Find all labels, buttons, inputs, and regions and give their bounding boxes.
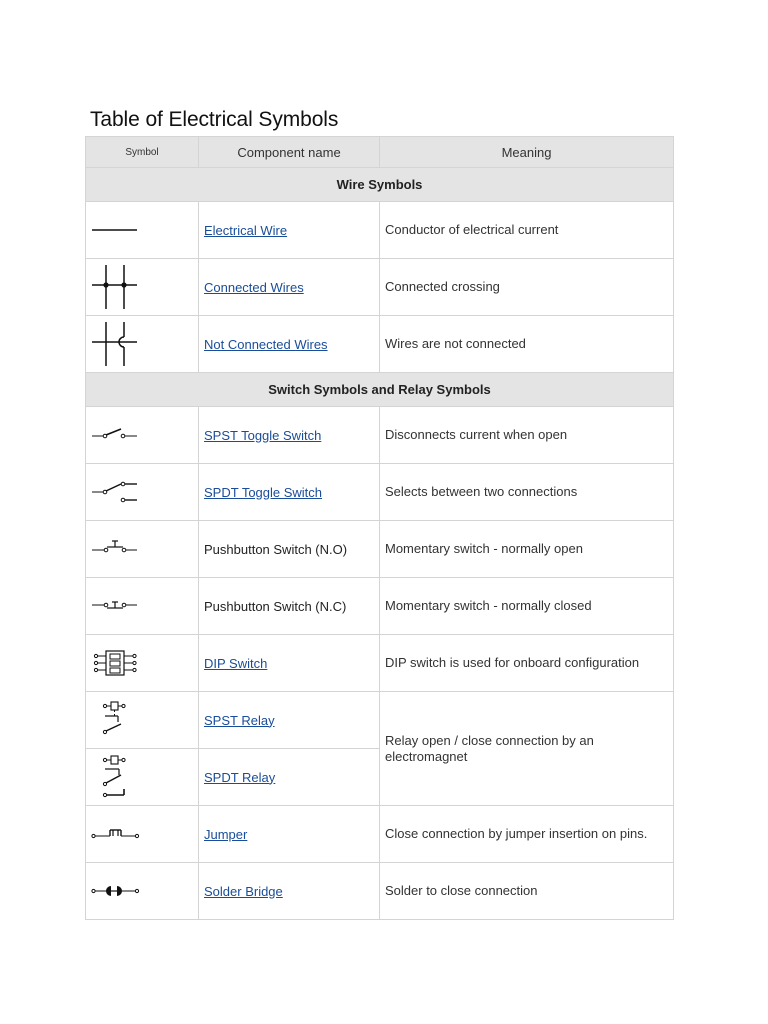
table-row [86,635,674,692]
meaning-cell: Conductor of electrical current [380,202,674,259]
spst-toggle-switch-link[interactable]: SPST Toggle Switch [204,427,322,443]
meaning-cell: Wires are not connected [380,316,674,373]
component-name-cell [199,259,380,316]
header-component-name: Component name [199,137,380,168]
symbol-cell [86,259,199,316]
solder-bridge-link[interactable]: Solder Bridge [204,883,283,899]
component-name-cell [199,202,380,259]
table-row [86,692,674,749]
section-title: Wire Symbols [86,168,674,202]
jumper-link[interactable]: Jumper [204,826,248,842]
symbol-cell [86,407,199,464]
spdt-toggle-switch-link[interactable]: SPDT Toggle Switch [204,484,323,500]
symbol-cell [86,578,199,635]
meaning-cell: Momentary switch - normally closed [380,578,674,635]
pushbutton-nc-label: Pushbutton Switch (N.C) [204,598,347,614]
dip-switch-symbol-icon [91,645,151,681]
connected-wires-link[interactable]: Connected Wires [204,279,304,295]
table-row [86,464,674,521]
symbol-cell [86,806,199,863]
table-row [86,578,674,635]
spdt-relay-symbol-icon [91,753,151,801]
not-connected-wires-symbol-icon [91,318,151,370]
table-header-row [86,137,674,168]
header-symbol: Symbol [86,137,199,168]
meaning-cell: Close connection by jumper insertion on pins. [380,806,674,863]
not-connected-wires-link[interactable]: Not Connected Wires [204,336,328,352]
pushbutton-no-symbol-icon [91,534,151,564]
component-name-cell [199,863,380,920]
symbol-cell [86,692,199,749]
symbol-cell [86,749,199,806]
symbol-cell [86,521,199,578]
meaning-cell: DIP switch is used for onboard configuration [380,635,674,692]
header-meaning: Meaning [380,137,674,168]
component-name-cell [199,578,380,635]
symbol-cell [86,464,199,521]
spst-relay-symbol-icon [91,698,151,742]
meaning-cell: Momentary switch - normally open [380,521,674,578]
section-row-switch-relay-symbols [86,373,674,407]
meaning-cell: Solder to close connection [380,863,674,920]
component-name-cell [199,806,380,863]
spst-toggle-switch-symbol-icon [91,420,151,450]
solder-bridge-symbol-icon [91,876,151,906]
spst-relay-link[interactable]: SPST Relay [204,712,275,728]
meaning-cell: Selects between two connections [380,464,674,521]
table-row [86,407,674,464]
pushbutton-nc-symbol-icon [91,591,151,621]
component-name-cell [199,692,380,749]
component-name-cell [199,635,380,692]
symbol-cell [86,863,199,920]
section-row-wire-symbols [86,168,674,202]
electrical-wire-symbol-icon [91,210,151,250]
spdt-relay-link[interactable]: SPDT Relay [204,769,276,785]
component-name-cell [199,407,380,464]
table-row [86,863,674,920]
table-row [86,806,674,863]
pushbutton-no-label: Pushbutton Switch (N.O) [204,541,348,557]
page-title: Table of Electrical Symbols [90,108,339,131]
electrical-wire-link[interactable]: Electrical Wire [204,222,288,238]
meaning-cell: Relay open / close connection by an electromagnet [380,692,674,806]
table-row [86,316,674,373]
symbol-cell [86,316,199,373]
symbol-cell [86,635,199,692]
spdt-toggle-switch-symbol-icon [91,474,151,510]
component-name-cell [199,749,380,806]
connected-wires-symbol-icon [91,261,151,313]
symbol-cell [86,202,199,259]
jumper-symbol-icon [91,819,151,849]
component-name-cell [199,521,380,578]
section-title: Switch Symbols and Relay Symbols [86,373,674,407]
dip-switch-link[interactable]: DIP Switch [204,655,268,671]
table-row [86,202,674,259]
electrical-symbols-table [85,136,674,920]
component-name-cell [199,464,380,521]
table-row [86,521,674,578]
meaning-cell: Disconnects current when open [380,407,674,464]
meaning-cell: Connected crossing [380,259,674,316]
component-name-cell [199,316,380,373]
table-row [86,259,674,316]
